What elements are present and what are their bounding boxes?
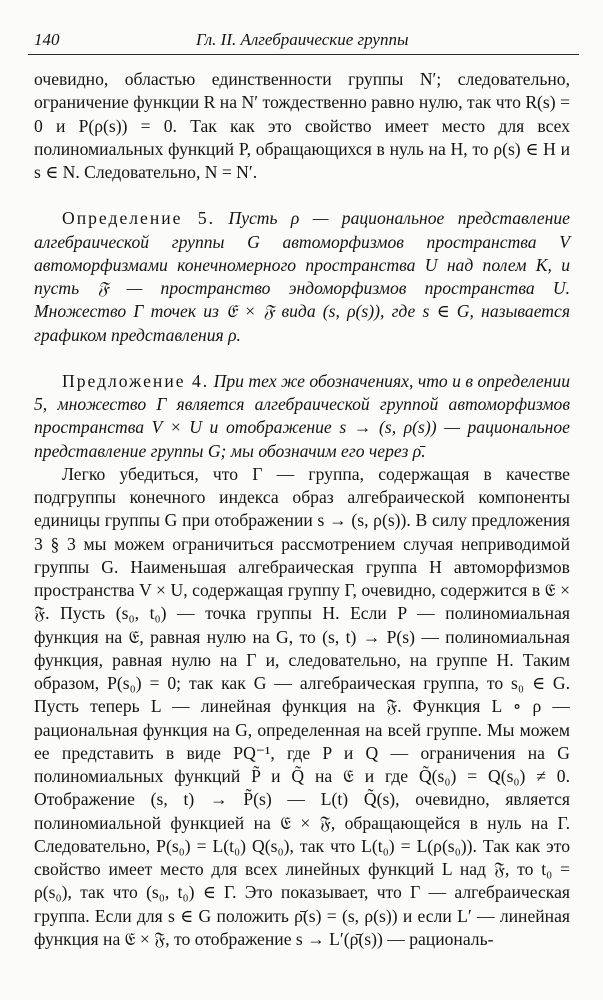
page-header [28,24,579,55]
running-head: Гл. II. Алгебраические группы [196,30,409,49]
paragraph-spacer [34,184,570,207]
paragraph-continuation: очевидно, областью единственности группы N′; следовательно, ограничение функции R на N′ тождественно равно нулю, так что R(s) = 0 и P(ρ(s)) = 0. Так как это свойство имеет место для всех полиномиальных функций P, обращающихся в нуль на H, то ρ(s) ∈ H и s ∈ N. Следовательно, N = N′. [34,69,570,182]
definition-5 [34,207,570,347]
page-body [34,68,570,951]
definition-text: Пусть ρ — рациональное представление алгебраической группы G автоморфизмов пространства V автоморфизмами конечномерного пространства U над полем K, и пусть 𝔉 — пространство эндоморфизмов пространства U. Множество Γ точек из 𝔈 × 𝔉 вида (s, ρ(s)), где s ∈ G, называется графиком представления ρ. [34,208,570,345]
paragraph-spacer [34,347,570,370]
page-number: 140 [34,30,60,49]
definition-label: Определение 5. [62,208,216,229]
proposition-text: При тех же обозначениях, что и в определении 5, множество Γ является алгебраической группой автоморфизмов пространства V × U и отображение s → (s, ρ(s)) — рациональное представление группы G; мы обозначим его через ρ̄. [34,370,570,461]
proof-paragraph: Легко убедиться, что Γ — группа, содержащая в качестве подгруппы конечного индекса образ алгебраической компоненты единицы группы G при отображении s → (s, ρ(s)). В силу предложения 3 § 3 мы можем ограничиться рассмотрением случая неприводимой группы G. Наименьшая алгебраическая группа H автоморфизмов пространства V × U, содержащая группу Γ, очевидно, содержится в 𝔈 × 𝔉. Пусть (s₀, t₀) — точка группы H. Если P — полиномиальная функция на 𝔈, равная нулю на G, то (s, t) → P(s) — полиномиальная функция, равная нулю на Γ и, следовательно, на группе H. Таким образом, P(s₀) = 0; так как G — алгебраическая группа, то s₀ ∈ G. Пусть теперь L — линейная функция на 𝔉. Функция L ∘ ρ — рациональная функция на G, определенная на всей группе. Мы можем ее представить в виде PQ⁻¹, где P и Q — ограничения на G полиномиальных функций P̃ и Q̃ на 𝔈 и где Q̃(s₀) = Q(s₀) ≠ 0. Отображение (s, t) → P̃(s) — L(t) Q̃(s), очевидно, является полиномиальной функцией на 𝔈 × 𝔉, обращающейся в нуль на Γ. Следовательно, P(s₀) = L(t₀) Q(s₀), так что L(t₀) = L(ρ(s₀)). Так как это свойство имеет место для всех линейных функций L над 𝔉, то t₀ = ρ(s₀), так что (s₀, t₀) ∈ Γ. Это показывает, что Γ — алгебраическая группа. Если для s ∈ G положить ρ̄(s) = (s, ρ(s)) и если L′ — линейная функция на 𝔈 × 𝔉, то отображение s → L′(ρ̄(s)) — рациональ- [34,463,570,949]
proposition-label: Предложение 4. [62,370,210,391]
proposition-4 [34,370,570,463]
